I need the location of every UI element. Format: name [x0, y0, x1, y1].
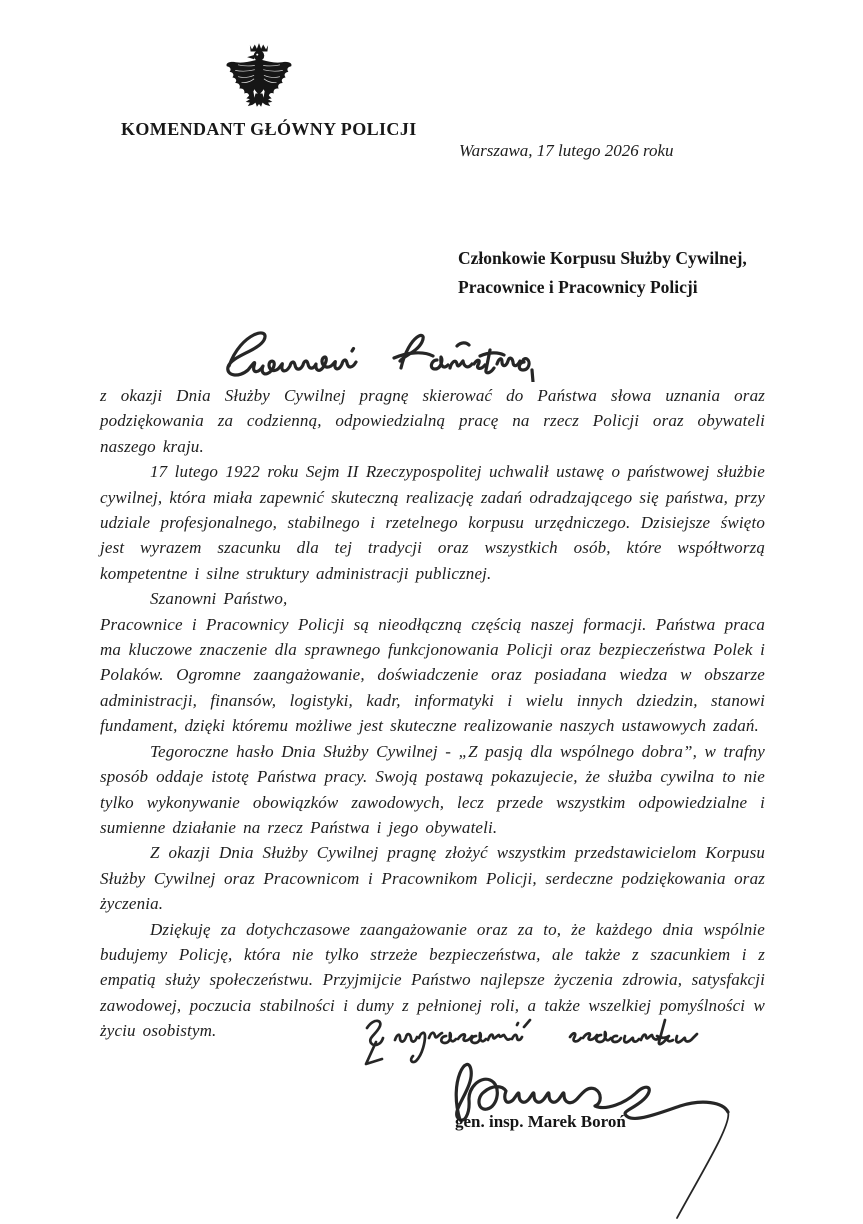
- letter-paragraph: z okazji Dnia Służby Cywilnej pragnę skierować do Państwa słowa uznania oraz podziękowania za codzienną, odpowiedzialną pracę na rzecz Policji oraz obywateli naszego kraju.: [100, 386, 765, 456]
- letter-paragraph: Dziękuję za dotychczasowe zaangażowanie oraz za to, że każdego dnia wspólnie budujemy Policję, która nie tylko strzeże bezpieczeństwa, ale także z szacunkiem i z empatią służy społeczeństwu. Przyjmijcie Państwo najlepsze życzenia zdrowia, satysfakcji zawodowej, poczucia stabilności i dumy z pełnionej roli, a także wszelkiej pomyślności w życiu osobistym.: [100, 919, 765, 1041]
- letter-body: [100, 383, 765, 1044]
- addressee-line: Członkowie Korpusu Służby Cywilnej,: [458, 248, 747, 268]
- addressee-line: Pracownice i Pracownicy Policji: [458, 277, 698, 297]
- sender-title: KOMENDANT GŁÓWNY POLICJI: [121, 119, 417, 139]
- signature: [440, 1052, 765, 1224]
- letter-paragraph: Pracownice i Pracownicy Policji są nieodłączną częścią naszej formacji. Państwa praca ma kluczowe znaczenie dla sprawnego funkcjonowania Policji oraz bezpieczeństwa Polek i Polaków. Ogromne zaangażowanie, doświadczenie oraz posiadana wiedza w obszarze administracji, finansów, logistyki, kadr, informatyki i wielu innych dziedzin, stanowi fundament, dzięki któremu możliwe jest skuteczne realizowanie naszych ustawowych zadań.: [100, 614, 765, 736]
- letter-paragraph: Z okazji Dnia Służby Cywilnej pragnę złożyć wszystkim przedstawicielom Korpusu Służby Cywilnej oraz Pracownicom i Pracownikom Policji, serdeczne podziękowania oraz życzenia.: [100, 843, 765, 914]
- letter-paragraph: 17 lutego 1922 roku Sejm II Rzeczypospolitej uchwalił ustawę o państwowej służbie cywilnej, która miała zapewnić skuteczną realizację zadań odradzającego się państwa, przy udziale profesjonalnego, stabilnego i rzetelnego korpusu urzędniczego. Dzisiejsze święto jest wyrazem szacunku dla tej tradycji oraz wszystkich osób, które współtworzą kompetentne i silne struktury administracji publicznej.: [100, 462, 765, 583]
- letter-paragraph: Szanowni Państwo,: [150, 589, 288, 609]
- letter-paragraph: Tegoroczne hasło Dnia Służby Cywilnej - „Z pasją dla wspólnego dobra”, w trafny sposób oddaje istotę Państwa pracy. Swoją postawą pokazujecie, że służba cywilna to nie tylko wykonywanie obowiązków zawodowych, lecz przede wszystkim odpowiedzialne i sumienne działanie na rzecz Państwa i jego obywateli.: [100, 741, 765, 837]
- dateline: Warszawa, 17 lutego 2026 roku: [459, 141, 674, 160]
- signer-name: gen. insp. Marek Boroń: [455, 1112, 626, 1131]
- addressee-block: [458, 244, 747, 302]
- handwritten-greeting: [205, 324, 540, 382]
- polish-eagle-emblem-icon: [224, 38, 294, 114]
